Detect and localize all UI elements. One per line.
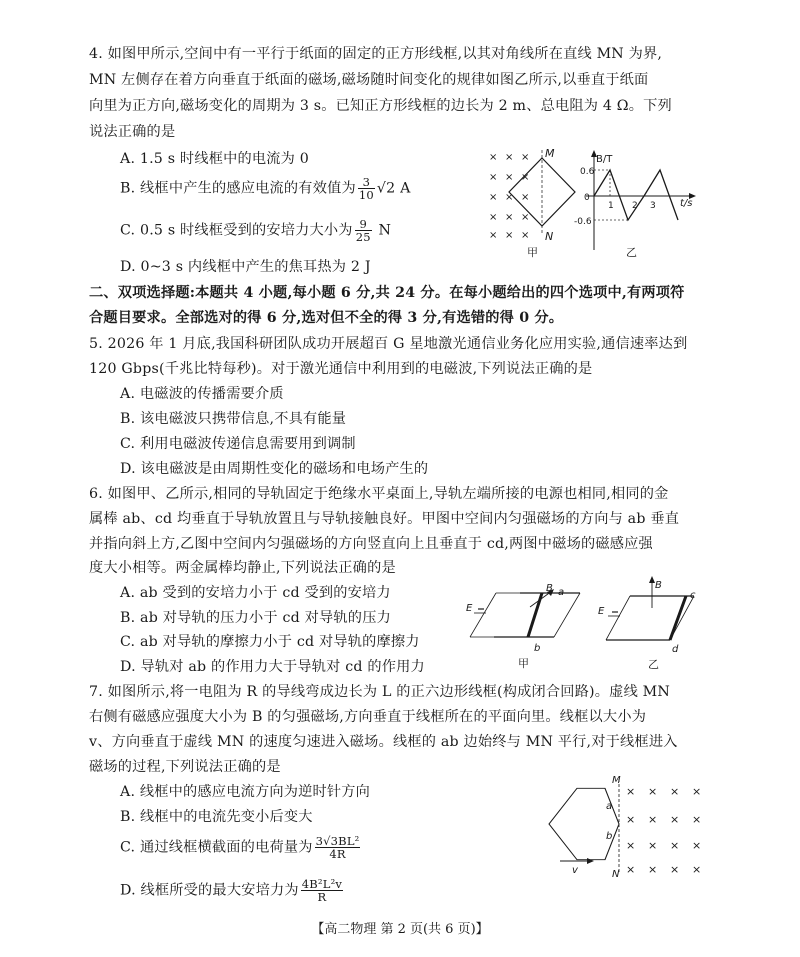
q4-line-3: 向里为正方向,磁场变化的周期为 3 s。已知正方形线框的边长为 2 m、总电阻为 4 Ω。下列 — [89, 98, 672, 114]
q4-xlabel: t/s — [680, 198, 693, 209]
svg-text:×: × — [489, 152, 498, 163]
q4-xtick-2: 2 — [632, 201, 638, 211]
q6-line-4: 度大小相等。两金属棒均静止,下列说法正确的是 — [89, 560, 396, 576]
q6-yi-label-d: d — [672, 644, 679, 655]
q6-label-jia: 甲 — [518, 657, 529, 670]
q7-line-3: v、方向垂直于虚线 MN 的速度匀速进入磁场。线框的 ab 边始终与 MN 平行,对于线框进入 — [89, 734, 678, 750]
svg-text:×: × — [670, 813, 680, 826]
q6-yi-label-c: c — [690, 590, 696, 601]
q4-option-a: A. 1.5 s 时线框中的电流为 0 — [120, 151, 309, 167]
q4-line-4: 说法正确的是 — [89, 124, 176, 140]
q7-label-v: v — [572, 865, 578, 876]
q7-option-c: C. 通过线框横截面的电荷量为 $\frac{\text{3√3BL²}}{4R}$ — [120, 834, 360, 861]
svg-text:×: × — [670, 839, 680, 852]
q5-option-d: D. 该电磁波是由周期性变化的磁场和电场产生的 — [120, 461, 429, 477]
q7-line-1: 7. 如图所示,将一电阻为 R 的导线弯成边长为 L 的正六边形线框(构成闭合回路)。虚线 MN — [89, 684, 671, 700]
svg-text:×: × — [505, 230, 514, 241]
svg-text:×: × — [648, 785, 658, 798]
q7-line-2: 右侧有磁感应强度大小为 B 的匀强磁场,方向垂直于线框所在的平面向里。线框以大小为 — [89, 709, 647, 725]
q6-jia-label-a: a — [558, 587, 565, 598]
svg-text:×: × — [489, 212, 498, 223]
q7-label-m: M — [612, 775, 621, 786]
q7-label-b: b — [606, 831, 613, 842]
svg-text:×: × — [626, 839, 636, 852]
q4-line-2: MN 左侧存在着方向垂直于纸面的磁场,磁场随时间变化的规律如图乙所示,以垂直于纸面 — [89, 72, 649, 88]
q4-ytick-pos: 0.6 — [580, 167, 595, 177]
q5-option-a: A. 电磁波的传播需要介质 — [120, 386, 284, 402]
q7-option-a: A. 线框中的感应电流方向为逆时针方向 — [120, 784, 371, 800]
svg-text:×: × — [505, 212, 514, 223]
page-footer: 【高二物理 第 2 页(共 6 页)】 — [311, 922, 489, 937]
q4-origin: 0 — [584, 193, 590, 203]
q7-option-d: D. 线框所受的最大安培力为 $\frac{\text{4B²L²v}}{R}$ — [120, 877, 343, 904]
svg-text:×: × — [521, 192, 530, 203]
q4-ylabel: B/T — [596, 154, 613, 165]
q7-line-4: 磁场的过程,下列说法正确的是 — [89, 759, 281, 775]
q6-figure-yi — [592, 578, 722, 670]
q5-line-2: 120 Gbps(千兆比特每秒)。对于激光通信中利用到的电磁波,下列说法正确的是 — [89, 361, 593, 377]
svg-text:×: × — [489, 230, 498, 241]
svg-text:×: × — [505, 152, 514, 163]
q5-option-b: B. 该电磁波只携带信息,不具有能量 — [120, 411, 347, 427]
q6-label-yi: 乙 — [648, 658, 659, 671]
section-2-heading-line-2: 合题目要求。全部选对的得 6 分,选对但不全的得 3 分,有选错的得 0 分。 — [89, 310, 564, 326]
svg-text:×: × — [648, 863, 658, 876]
svg-text:×: × — [521, 212, 530, 223]
svg-text:×: × — [692, 839, 702, 852]
svg-text:×: × — [626, 863, 636, 876]
q4-label-n: N — [545, 230, 554, 243]
q6-option-c: C. ab 对导轨的摩擦力小于 cd 对导轨的摩擦力 — [120, 634, 420, 650]
q7-label-a: a — [606, 801, 613, 812]
q6-line-3: 并指向斜上方,乙图中空间内匀强磁场的方向竖直向上且垂直于 cd,两图中磁场的磁感应强 — [89, 536, 653, 552]
q6-line-2: 属棒 ab、cd 均垂直于导轨放置且与导轨接触良好。甲图中空间内匀强磁场的方向与 ab 垂直 — [89, 511, 680, 527]
q7-label-n: N — [612, 869, 620, 880]
q6-option-a: A. ab 受到的安培力小于 cd 受到的安培力 — [120, 585, 391, 601]
q6-jia-label-b-field: B — [546, 583, 553, 594]
svg-text:×: × — [670, 863, 680, 876]
q4-xtick-1: 1 — [608, 201, 614, 211]
q6-jia-label-b: b — [534, 643, 541, 654]
svg-text:×: × — [521, 230, 530, 241]
svg-text:×: × — [521, 152, 530, 163]
q6-yi-label-b-field: B — [655, 580, 662, 591]
q4-option-b: B. 线框中产生的感应电流的有效值为 $\frac{3}{10}$ √2 A — [120, 175, 411, 202]
svg-text:×: × — [489, 192, 498, 203]
svg-text:×: × — [692, 785, 702, 798]
q4-xtick-3: 3 — [650, 201, 656, 211]
q4-figure-yi-graph — [574, 150, 705, 260]
q6-jia-label-e: E — [466, 603, 473, 614]
svg-text:×: × — [626, 785, 636, 798]
q7-figure — [546, 773, 716, 881]
svg-text:×: × — [626, 813, 636, 826]
q5-line-1: 5. 2026 年 1 月底,我国科研团队成功开展超百 G 星地激光通信业务化应用实验,通信速率达到 — [89, 336, 688, 352]
svg-text:×: × — [505, 192, 514, 203]
svg-text:×: × — [648, 813, 658, 826]
q4-ytick-neg: -0.6 — [574, 217, 592, 227]
q4-line-1: 4. 如图甲所示,空间中有一平行于纸面的固定的正方形线框,以其对角线所在直线 MN 为界, — [89, 46, 663, 62]
q4-figure-jia — [485, 148, 580, 260]
svg-text:×: × — [692, 813, 702, 826]
q7-option-b: B. 线框中的电流先变小后变大 — [120, 809, 313, 825]
q6-line-1: 6. 如图甲、乙所示,相同的导轨固定于绝缘水平桌面上,导轨左端所接的电源也相同,相同的金 — [89, 486, 669, 502]
q4-option-c: C. 0.5 s 时线框受到的安培力大小为 $\frac{9}{25}$ N — [120, 217, 392, 244]
svg-text:×: × — [670, 785, 680, 798]
q4-label-m: M — [545, 147, 555, 160]
svg-text:×: × — [692, 863, 702, 876]
svg-text:×: × — [505, 172, 514, 183]
q4-label-yi: 乙 — [626, 246, 637, 259]
q4-option-d: D. 0~3 s 内线框中产生的焦耳热为 2 J — [120, 259, 371, 275]
q6-option-d: D. 导轨对 ab 的作用力大于导轨对 cd 的作用力 — [120, 659, 425, 675]
q5-option-c: C. 利用电磁波传递信息需要用到调制 — [120, 436, 356, 452]
svg-text:×: × — [648, 839, 658, 852]
q4-label-jia: 甲 — [527, 246, 538, 259]
svg-text:×: × — [489, 172, 498, 183]
q6-option-b: B. ab 对导轨的压力小于 cd 对导轨的压力 — [120, 610, 391, 626]
section-2-heading-line-1: 二、双项选择题:本题共 4 小题,每小题 6 分,共 24 分。在每小题给出的四个选项中,有两项符 — [89, 285, 685, 301]
q6-yi-label-e: E — [598, 606, 605, 617]
q6-figure-jia — [462, 585, 592, 670]
svg-text:×: × — [521, 172, 530, 183]
